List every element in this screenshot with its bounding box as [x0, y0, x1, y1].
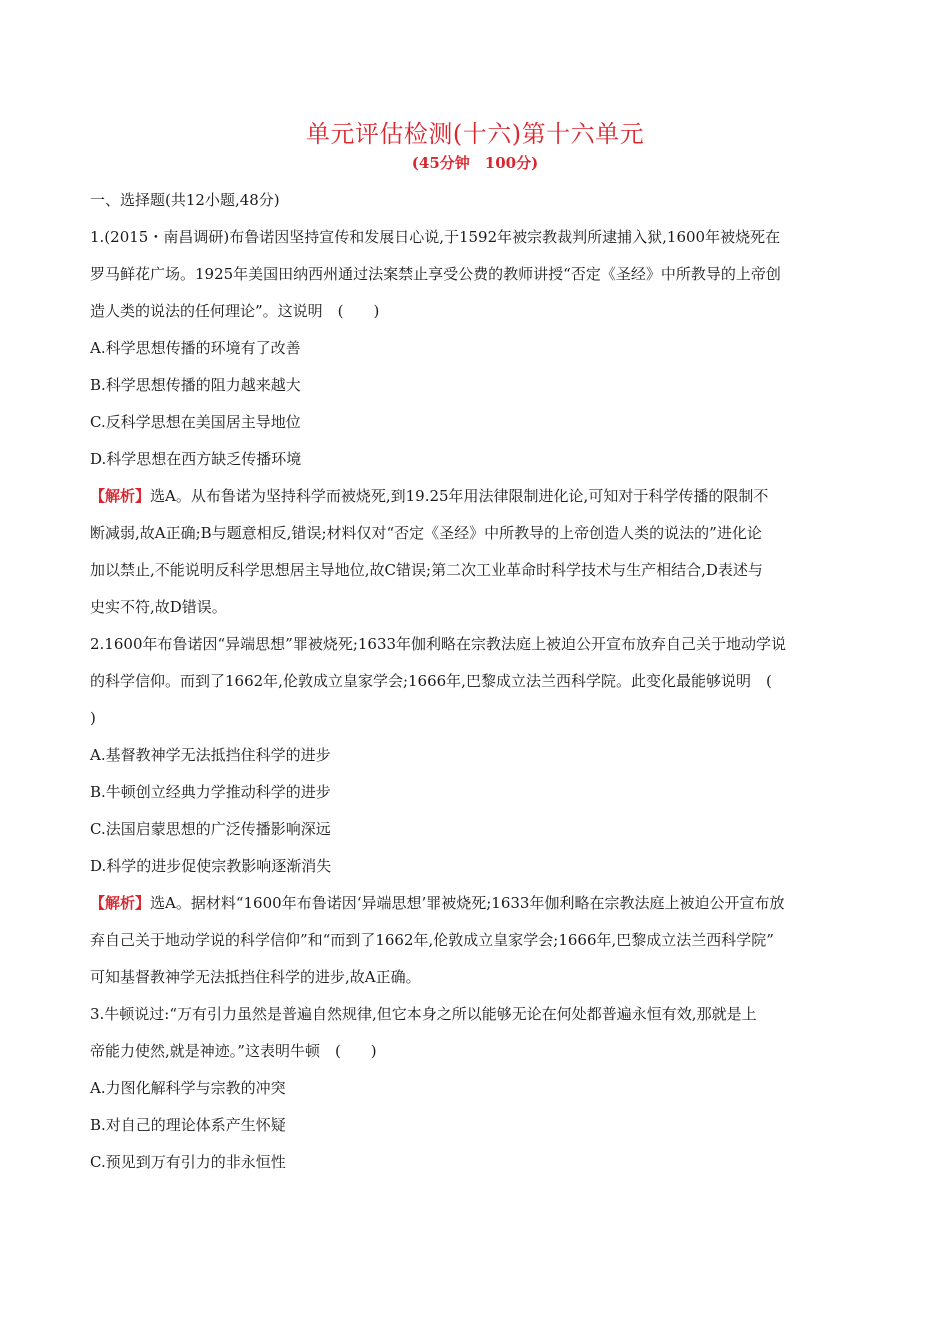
option-c: C.反科学思想在美国居主导地位 — [90, 413, 301, 431]
option-c: C.法国启蒙思想的广泛传播影响深远 — [90, 820, 331, 838]
question-stem-line: 3.牛顿说过:“万有引力虽然是普遍自然规律,但它本身之所以能够无论在何处都普遍永恒有效,那就是上 — [90, 1005, 757, 1023]
question-stem-line: 的科学信仰。而到了1662年,伦敦成立皇家学会;1666年,巴黎成立法兰西科学院。此变化最能够说明 ( — [90, 672, 772, 690]
option-a: A.力图化解科学与宗教的冲突 — [90, 1079, 286, 1097]
question-stem-line: ) — [90, 709, 96, 727]
question-stem-line: 造人类的说法的任何理论”。这说明 ( ) — [90, 302, 380, 320]
analysis-line — [90, 478, 862, 515]
option-c: C.预见到万有引力的非永恒性 — [90, 1153, 286, 1171]
analysis-tag: 【解析】 — [90, 487, 151, 505]
option-a: A.基督教神学无法抵挡住科学的进步 — [90, 746, 331, 764]
analysis-line: 断减弱,故A正确;B与题意相反,错误;材料仅对“否定《圣经》中所教导的上帝创造人类的说法的”进化论 — [90, 524, 762, 542]
option-d: D.科学思想在西方缺乏传播环境 — [90, 450, 302, 468]
page-subtitle: (45分钟 100分) — [411, 154, 539, 172]
option-a: A.科学思想传播的环境有了改善 — [90, 339, 301, 357]
question-1 — [90, 219, 862, 626]
question-stem-line: 1.(2015・南昌调研)布鲁诺因坚持宣传和发展日心说,于1592年被宗教裁判所逮捕入狱,1600年被烧死在 — [90, 228, 781, 246]
analysis-text: 选A。据材料“1600年布鲁诺因‘异端思想’罪被烧死;1633年伽利略在宗教法庭上被迫公开宣布放 — [150, 894, 785, 912]
question-stem-line: 2.1600年布鲁诺因“异端思想”罪被烧死;1633年伽利略在宗教法庭上被迫公开宣布放弃自己关于地动学说 — [90, 635, 787, 653]
analysis-line: 弃自己关于地动学说的科学信仰”和“而到了1662年,伦敦成立皇家学会;1666年,巴黎成立法兰西科学院” — [90, 931, 774, 949]
analysis-line: 史实不符,故D错误。 — [90, 598, 227, 616]
option-b: B.牛顿创立经典力学推动科学的进步 — [90, 783, 331, 801]
question-stem-line: 罗马鲜花广场。1925年美国田纳西州通过法案禁止享受公费的教师讲授“否定《圣经》中所教导的上帝创 — [90, 265, 781, 283]
analysis-line: 加以禁止,不能说明反科学思想居主导地位,故C错误;第二次工业革命时科学技术与生产相结合,D表述与 — [90, 561, 763, 579]
page-title: 单元评估检测(十六)第十六单元 — [305, 120, 645, 148]
question-stem-line: 帝能力使然,就是神迹。”这表明牛顿 ( ) — [90, 1042, 377, 1060]
option-b: B.科学思想传播的阻力越来越大 — [90, 376, 301, 394]
analysis-line — [90, 885, 862, 922]
analysis-text: 选A。从布鲁诺为坚持科学而被烧死,到19.25年用法律限制进化论,可知对于科学传播的限制不 — [150, 487, 769, 505]
analysis-line: 可知基督教神学无法抵挡住科学的进步,故A正确。 — [90, 968, 421, 986]
option-d: D.科学的进步促使宗教影响逐渐消失 — [90, 857, 332, 875]
option-b: B.对自己的理论体系产生怀疑 — [90, 1116, 286, 1134]
document-body — [90, 182, 862, 1181]
analysis-tag: 【解析】 — [90, 894, 151, 912]
question-2 — [90, 626, 862, 996]
section-heading: 一、选择题(共12小题,48分) — [90, 191, 280, 209]
question-3 — [90, 996, 862, 1181]
